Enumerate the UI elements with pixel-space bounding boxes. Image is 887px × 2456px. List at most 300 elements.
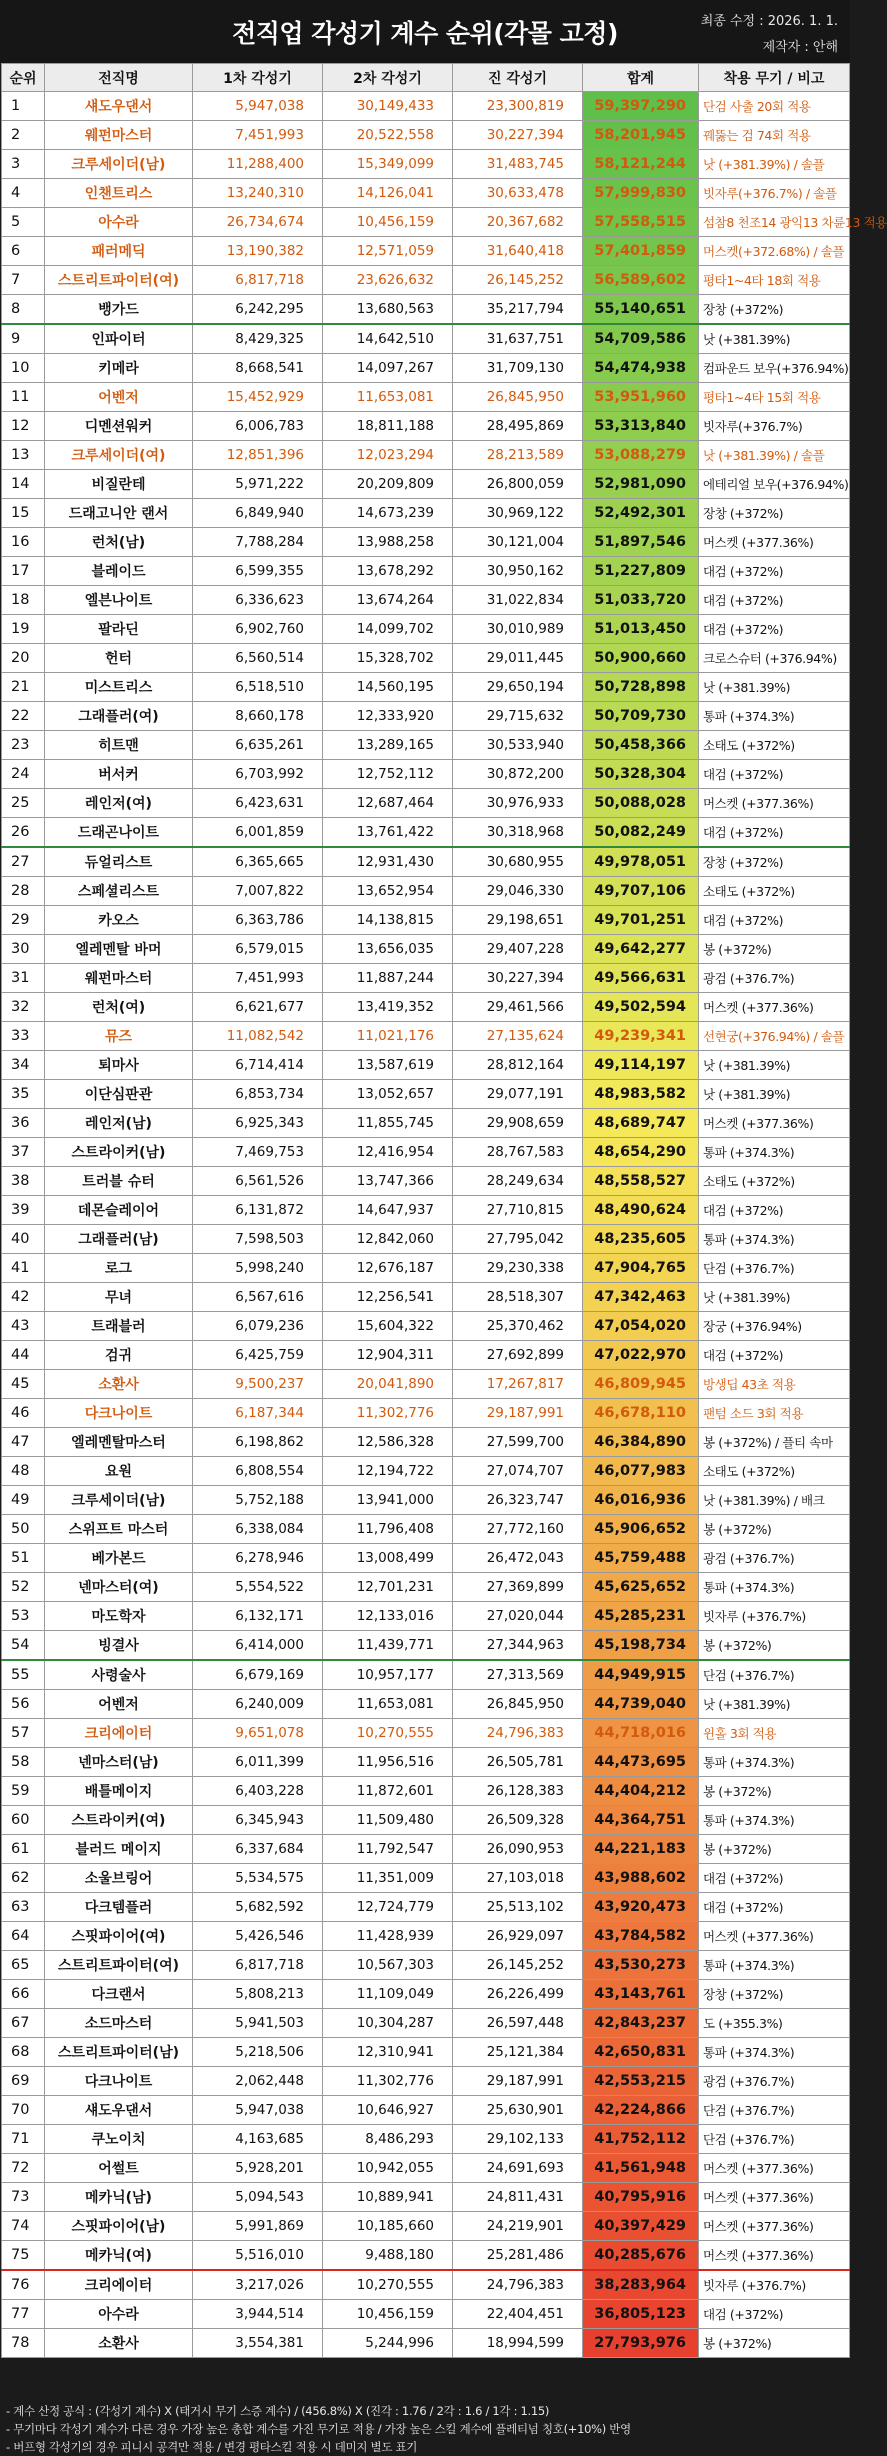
rank-cell: 8 bbox=[2, 295, 45, 325]
table-row bbox=[2, 1486, 850, 1515]
note-cell: 꿰뚫는 검 74회 적용 bbox=[699, 121, 850, 150]
awakening-1-cell: 8,429,325 bbox=[193, 324, 323, 354]
rank-cell: 58 bbox=[2, 1748, 45, 1777]
awakening-2-cell: 10,942,055 bbox=[323, 2154, 453, 2183]
awakening-1-cell: 6,131,872 bbox=[193, 1196, 323, 1225]
awakening-true-cell: 27,135,624 bbox=[453, 1022, 583, 1051]
awakening-1-cell: 6,560,514 bbox=[193, 644, 323, 673]
awakening-true-cell: 29,230,338 bbox=[453, 1254, 583, 1283]
table-row bbox=[2, 1748, 850, 1777]
awakening-2-cell: 12,586,328 bbox=[323, 1428, 453, 1457]
class-name-cell: 이단심판관 bbox=[45, 1080, 193, 1109]
class-name-cell: 카오스 bbox=[45, 906, 193, 935]
class-name-cell: 듀얼리스트 bbox=[45, 847, 193, 877]
awakening-1-cell: 5,998,240 bbox=[193, 1254, 323, 1283]
awakening-true-cell: 26,509,328 bbox=[453, 1806, 583, 1835]
note-cell: 머스켓 (+377.36%) bbox=[699, 2154, 850, 2183]
awakening-2-cell: 13,587,619 bbox=[323, 1051, 453, 1080]
class-name-cell: 블레이드 bbox=[45, 557, 193, 586]
awakening-true-cell: 26,845,950 bbox=[453, 1690, 583, 1719]
class-name-cell: 넨마스터(남) bbox=[45, 1748, 193, 1777]
class-name-cell: 데몬슬레이어 bbox=[45, 1196, 193, 1225]
awakening-2-cell: 13,678,292 bbox=[323, 557, 453, 586]
table-row bbox=[2, 208, 850, 237]
awakening-1-cell: 6,242,295 bbox=[193, 295, 323, 325]
awakening-2-cell: 11,302,776 bbox=[323, 2067, 453, 2096]
awakening-true-cell: 29,011,445 bbox=[453, 644, 583, 673]
table-row bbox=[2, 1022, 850, 1051]
awakening-1-cell: 5,554,522 bbox=[193, 1573, 323, 1602]
rank-cell: 5 bbox=[2, 208, 45, 237]
awakening-1-cell: 6,006,783 bbox=[193, 412, 323, 441]
total-cell: 48,490,624 bbox=[583, 1196, 699, 1225]
rank-cell: 72 bbox=[2, 2154, 45, 2183]
awakening-1-cell: 6,337,684 bbox=[193, 1835, 323, 1864]
table-row bbox=[2, 2067, 850, 2096]
total-cell: 49,978,051 bbox=[583, 847, 699, 877]
awakening-true-cell: 29,650,194 bbox=[453, 673, 583, 702]
total-cell: 50,709,730 bbox=[583, 702, 699, 731]
total-cell: 48,689,747 bbox=[583, 1109, 699, 1138]
class-name-cell: 빙결사 bbox=[45, 1631, 193, 1661]
awakening-1-cell: 6,817,718 bbox=[193, 1951, 323, 1980]
awakening-1-cell: 6,336,623 bbox=[193, 586, 323, 615]
table-row bbox=[2, 1254, 850, 1283]
awakening-2-cell: 11,887,244 bbox=[323, 964, 453, 993]
awakening-1-cell: 6,001,859 bbox=[193, 818, 323, 848]
ranking-table bbox=[1, 63, 887, 2358]
rank-cell: 73 bbox=[2, 2183, 45, 2212]
class-name-cell: 스위프트 마스터 bbox=[45, 1515, 193, 1544]
class-name-cell: 키메라 bbox=[45, 354, 193, 383]
class-name-cell: 트러블 슈터 bbox=[45, 1167, 193, 1196]
class-name-cell: 레인저(남) bbox=[45, 1109, 193, 1138]
rank-cell: 29 bbox=[2, 906, 45, 935]
awakening-1-cell: 6,599,355 bbox=[193, 557, 323, 586]
awakening-2-cell: 11,653,081 bbox=[323, 383, 453, 412]
awakening-true-cell: 26,145,252 bbox=[453, 266, 583, 295]
awakening-true-cell: 26,800,059 bbox=[453, 470, 583, 499]
awakening-true-cell: 29,187,991 bbox=[453, 2067, 583, 2096]
total-cell: 51,033,720 bbox=[583, 586, 699, 615]
rank-cell: 45 bbox=[2, 1370, 45, 1399]
table-row bbox=[2, 1806, 850, 1835]
awakening-1-cell: 2,062,448 bbox=[193, 2067, 323, 2096]
note-cell: 대검 (+372%) bbox=[699, 2300, 850, 2329]
awakening-1-cell: 3,554,381 bbox=[193, 2329, 323, 2358]
awakening-true-cell: 31,483,745 bbox=[453, 150, 583, 179]
column-header-awakening-1: 1차 각성기 bbox=[193, 64, 323, 92]
awakening-2-cell: 14,560,195 bbox=[323, 673, 453, 702]
column-header-rank: 순위 bbox=[2, 64, 45, 92]
rank-cell: 67 bbox=[2, 2009, 45, 2038]
rank-cell: 23 bbox=[2, 731, 45, 760]
total-cell: 46,077,983 bbox=[583, 1457, 699, 1486]
total-cell: 50,458,366 bbox=[583, 731, 699, 760]
note-cell: 머스켓 (+377.36%) bbox=[699, 2212, 850, 2241]
rank-cell: 41 bbox=[2, 1254, 45, 1283]
table-row bbox=[2, 818, 850, 848]
total-cell: 57,999,830 bbox=[583, 179, 699, 208]
table-row bbox=[2, 354, 850, 383]
rank-cell: 48 bbox=[2, 1457, 45, 1486]
awakening-2-cell: 13,674,264 bbox=[323, 586, 453, 615]
footer-note: - 무기마다 각성기 계수가 다른 경우 가장 높은 총합 계수를 가진 무기로 적용 / 가장 높은 스킬 계수에 플레티넘 칭호(+10%) 반영 bbox=[6, 2422, 631, 2436]
note-cell: 광검 (+376.7%) bbox=[699, 1544, 850, 1573]
awakening-2-cell: 12,194,722 bbox=[323, 1457, 453, 1486]
class-name-cell: 어벤저 bbox=[45, 383, 193, 412]
note-cell: 단검 사출 20회 적용 bbox=[699, 92, 850, 121]
rank-cell: 77 bbox=[2, 2300, 45, 2329]
table-row bbox=[2, 1225, 850, 1254]
awakening-1-cell: 6,278,946 bbox=[193, 1544, 323, 1573]
awakening-2-cell: 10,456,159 bbox=[323, 2300, 453, 2329]
table-row bbox=[2, 673, 850, 702]
awakening-1-cell: 9,500,237 bbox=[193, 1370, 323, 1399]
class-name-cell: 스핏파이어(남) bbox=[45, 2212, 193, 2241]
table-row bbox=[2, 1109, 850, 1138]
total-cell: 50,900,660 bbox=[583, 644, 699, 673]
note-cell: 팬텀 소드 3회 적용 bbox=[699, 1399, 850, 1428]
table-row bbox=[2, 1399, 850, 1428]
total-cell: 49,701,251 bbox=[583, 906, 699, 935]
class-name-cell: 넨마스터(여) bbox=[45, 1573, 193, 1602]
awakening-true-cell: 30,010,989 bbox=[453, 615, 583, 644]
rank-cell: 28 bbox=[2, 877, 45, 906]
awakening-1-cell: 6,187,344 bbox=[193, 1399, 323, 1428]
total-cell: 47,022,970 bbox=[583, 1341, 699, 1370]
rank-cell: 22 bbox=[2, 702, 45, 731]
awakening-true-cell: 29,077,191 bbox=[453, 1080, 583, 1109]
total-cell: 43,988,602 bbox=[583, 1864, 699, 1893]
total-cell: 50,088,028 bbox=[583, 789, 699, 818]
awakening-2-cell: 12,416,954 bbox=[323, 1138, 453, 1167]
awakening-2-cell: 30,149,433 bbox=[323, 92, 453, 121]
note-cell: 머스켓 (+377.36%) bbox=[699, 789, 850, 818]
note-cell: 단검 (+376.7%) bbox=[699, 2125, 850, 2154]
awakening-2-cell: 14,099,702 bbox=[323, 615, 453, 644]
total-cell: 51,897,546 bbox=[583, 528, 699, 557]
note-cell: 윈홀 3회 적용 bbox=[699, 1719, 850, 1748]
awakening-true-cell: 29,908,659 bbox=[453, 1109, 583, 1138]
total-cell: 43,784,582 bbox=[583, 1922, 699, 1951]
awakening-2-cell: 12,256,541 bbox=[323, 1283, 453, 1312]
class-name-cell: 레인저(여) bbox=[45, 789, 193, 818]
total-cell: 46,809,945 bbox=[583, 1370, 699, 1399]
awakening-1-cell: 11,288,400 bbox=[193, 150, 323, 179]
note-cell: 평타1~4타 18회 적용 bbox=[699, 266, 850, 295]
awakening-2-cell: 14,097,267 bbox=[323, 354, 453, 383]
table-row bbox=[2, 499, 850, 528]
awakening-1-cell: 4,163,685 bbox=[193, 2125, 323, 2154]
total-cell: 53,951,960 bbox=[583, 383, 699, 412]
rank-cell: 30 bbox=[2, 935, 45, 964]
awakening-2-cell: 12,752,112 bbox=[323, 760, 453, 789]
table-row bbox=[2, 935, 850, 964]
awakening-1-cell: 26,734,674 bbox=[193, 208, 323, 237]
awakening-2-cell: 11,653,081 bbox=[323, 1690, 453, 1719]
rank-cell: 9 bbox=[2, 324, 45, 354]
awakening-1-cell: 5,534,575 bbox=[193, 1864, 323, 1893]
total-cell: 49,707,106 bbox=[583, 877, 699, 906]
rank-cell: 39 bbox=[2, 1196, 45, 1225]
rank-cell: 57 bbox=[2, 1719, 45, 1748]
table-row bbox=[2, 644, 850, 673]
rank-cell: 17 bbox=[2, 557, 45, 586]
awakening-1-cell: 6,423,631 bbox=[193, 789, 323, 818]
note-cell: 머스켓 (+377.36%) bbox=[699, 993, 850, 1022]
awakening-1-cell: 6,808,554 bbox=[193, 1457, 323, 1486]
class-name-cell: 크루세이더(남) bbox=[45, 150, 193, 179]
class-name-cell: 인파이터 bbox=[45, 324, 193, 354]
class-name-cell: 소환사 bbox=[45, 1370, 193, 1399]
awakening-2-cell: 10,270,555 bbox=[323, 1719, 453, 1748]
awakening-true-cell: 24,796,383 bbox=[453, 1719, 583, 1748]
total-cell: 41,752,112 bbox=[583, 2125, 699, 2154]
table-row bbox=[2, 2009, 850, 2038]
table-row bbox=[2, 702, 850, 731]
awakening-2-cell: 10,889,941 bbox=[323, 2183, 453, 2212]
class-name-cell: 아수라 bbox=[45, 2300, 193, 2329]
class-name-cell: 검귀 bbox=[45, 1341, 193, 1370]
total-cell: 44,739,040 bbox=[583, 1690, 699, 1719]
class-name-cell: 메카닉(여) bbox=[45, 2241, 193, 2271]
class-name-cell: 블러드 메이지 bbox=[45, 1835, 193, 1864]
awakening-1-cell: 13,190,382 bbox=[193, 237, 323, 266]
table-row bbox=[2, 2096, 850, 2125]
awakening-true-cell: 25,630,901 bbox=[453, 2096, 583, 2125]
class-name-cell: 다크나이트 bbox=[45, 1399, 193, 1428]
footer-notes bbox=[0, 2399, 850, 2456]
total-cell: 54,474,938 bbox=[583, 354, 699, 383]
total-cell: 38,283,964 bbox=[583, 2270, 699, 2300]
footer-note: - 버프형 각성기의 경우 피니시 공격만 적용 / 변경 평타스킬 적용 시 데미지 별도 표기 bbox=[6, 2440, 418, 2454]
class-name-cell: 패러메딕 bbox=[45, 237, 193, 266]
note-cell: 낫 (+381.39%) / 솔플 bbox=[699, 150, 850, 179]
awakening-true-cell: 27,795,042 bbox=[453, 1225, 583, 1254]
class-name-cell: 드래곤나이트 bbox=[45, 818, 193, 848]
awakening-true-cell: 28,518,307 bbox=[453, 1283, 583, 1312]
rank-cell: 7 bbox=[2, 266, 45, 295]
awakening-true-cell: 29,102,133 bbox=[453, 2125, 583, 2154]
rank-cell: 68 bbox=[2, 2038, 45, 2067]
awakening-1-cell: 6,579,015 bbox=[193, 935, 323, 964]
note-cell: 통파 (+374.3%) bbox=[699, 1138, 850, 1167]
total-cell: 43,920,473 bbox=[583, 1893, 699, 1922]
awakening-true-cell: 31,709,130 bbox=[453, 354, 583, 383]
column-header-note: 착용 무기 / 비고 bbox=[699, 64, 850, 92]
rank-cell: 10 bbox=[2, 354, 45, 383]
total-cell: 42,650,831 bbox=[583, 2038, 699, 2067]
awakening-2-cell: 12,023,294 bbox=[323, 441, 453, 470]
awakening-2-cell: 13,680,563 bbox=[323, 295, 453, 325]
table-row bbox=[2, 1690, 850, 1719]
awakening-2-cell: 20,041,890 bbox=[323, 1370, 453, 1399]
class-name-cell: 어썰트 bbox=[45, 2154, 193, 2183]
total-cell: 59,397,290 bbox=[583, 92, 699, 121]
table-row bbox=[2, 1138, 850, 1167]
awakening-1-cell: 5,928,201 bbox=[193, 2154, 323, 2183]
awakening-2-cell: 12,931,430 bbox=[323, 847, 453, 877]
class-name-cell: 버서커 bbox=[45, 760, 193, 789]
class-name-cell: 스트리트파이터(남) bbox=[45, 2038, 193, 2067]
total-cell: 45,198,734 bbox=[583, 1631, 699, 1661]
note-cell: 머스켓 (+377.36%) bbox=[699, 1109, 850, 1138]
awakening-true-cell: 29,715,632 bbox=[453, 702, 583, 731]
author: 제작자 : 안해 bbox=[762, 40, 838, 55]
awakening-true-cell: 20,367,682 bbox=[453, 208, 583, 237]
awakening-1-cell: 7,788,284 bbox=[193, 528, 323, 557]
table-row bbox=[2, 1428, 850, 1457]
class-name-cell: 섀도우댄서 bbox=[45, 92, 193, 121]
awakening-true-cell: 17,267,817 bbox=[453, 1370, 583, 1399]
rank-cell: 62 bbox=[2, 1864, 45, 1893]
class-name-cell: 크루세이더(여) bbox=[45, 441, 193, 470]
class-name-cell: 드래고니안 랜서 bbox=[45, 499, 193, 528]
table-row bbox=[2, 1544, 850, 1573]
awakening-true-cell: 24,219,901 bbox=[453, 2212, 583, 2241]
awakening-1-cell: 6,403,228 bbox=[193, 1777, 323, 1806]
awakening-true-cell: 28,767,583 bbox=[453, 1138, 583, 1167]
awakening-1-cell: 6,925,343 bbox=[193, 1109, 323, 1138]
note-cell: 대검 (+372%) bbox=[699, 1864, 850, 1893]
total-cell: 51,227,809 bbox=[583, 557, 699, 586]
awakening-1-cell: 6,414,000 bbox=[193, 1631, 323, 1661]
awakening-2-cell: 5,244,996 bbox=[323, 2329, 453, 2358]
total-cell: 48,654,290 bbox=[583, 1138, 699, 1167]
note-cell: 장창 (+372%) bbox=[699, 499, 850, 528]
header bbox=[0, 0, 850, 63]
total-cell: 57,558,515 bbox=[583, 208, 699, 237]
note-cell: 빗자루(+376.7%) / 솔플 bbox=[699, 179, 850, 208]
total-cell: 46,016,936 bbox=[583, 1486, 699, 1515]
awakening-true-cell: 22,404,451 bbox=[453, 2300, 583, 2329]
awakening-2-cell: 23,626,632 bbox=[323, 266, 453, 295]
awakening-true-cell: 26,090,953 bbox=[453, 1835, 583, 1864]
class-name-cell: 그래플러(여) bbox=[45, 702, 193, 731]
awakening-2-cell: 11,351,009 bbox=[323, 1864, 453, 1893]
class-name-cell: 소울브링어 bbox=[45, 1864, 193, 1893]
awakening-true-cell: 29,461,566 bbox=[453, 993, 583, 1022]
awakening-1-cell: 6,338,084 bbox=[193, 1515, 323, 1544]
class-name-cell: 디멘션워커 bbox=[45, 412, 193, 441]
rank-cell: 47 bbox=[2, 1428, 45, 1457]
table-row bbox=[2, 2154, 850, 2183]
rank-cell: 16 bbox=[2, 528, 45, 557]
rank-cell: 1 bbox=[2, 92, 45, 121]
rank-cell: 55 bbox=[2, 1660, 45, 1690]
awakening-1-cell: 3,944,514 bbox=[193, 2300, 323, 2329]
rank-cell: 71 bbox=[2, 2125, 45, 2154]
rank-cell: 38 bbox=[2, 1167, 45, 1196]
awakening-true-cell: 27,020,044 bbox=[453, 1602, 583, 1631]
table-row bbox=[2, 1080, 850, 1109]
total-cell: 52,981,090 bbox=[583, 470, 699, 499]
page-title: 전직업 각성기 계수 순위(각몰 고정) bbox=[232, 19, 618, 48]
table-row bbox=[2, 1602, 850, 1631]
awakening-true-cell: 25,370,462 bbox=[453, 1312, 583, 1341]
class-name-cell: 사령술사 bbox=[45, 1660, 193, 1690]
awakening-true-cell: 30,633,478 bbox=[453, 179, 583, 208]
note-cell: 낫 (+381.39%) / 배크 bbox=[699, 1486, 850, 1515]
class-name-cell: 스트리트파이터(여) bbox=[45, 1951, 193, 1980]
awakening-true-cell: 27,074,707 bbox=[453, 1457, 583, 1486]
awakening-true-cell: 30,969,122 bbox=[453, 499, 583, 528]
awakening-1-cell: 6,240,009 bbox=[193, 1690, 323, 1719]
table-header bbox=[2, 64, 850, 92]
total-cell: 45,759,488 bbox=[583, 1544, 699, 1573]
rank-cell: 64 bbox=[2, 1922, 45, 1951]
table-row bbox=[2, 295, 850, 325]
awakening-true-cell: 31,640,418 bbox=[453, 237, 583, 266]
awakening-1-cell: 6,518,510 bbox=[193, 673, 323, 702]
awakening-1-cell: 7,469,753 bbox=[193, 1138, 323, 1167]
awakening-2-cell: 12,676,187 bbox=[323, 1254, 453, 1283]
awakening-2-cell: 12,133,016 bbox=[323, 1602, 453, 1631]
class-name-cell: 런처(남) bbox=[45, 528, 193, 557]
note-cell: 대검 (+372%) bbox=[699, 1341, 850, 1370]
awakening-true-cell: 30,318,968 bbox=[453, 818, 583, 848]
note-cell: 대검 (+372%) bbox=[699, 1196, 850, 1225]
awakening-2-cell: 10,185,660 bbox=[323, 2212, 453, 2241]
total-cell: 50,328,304 bbox=[583, 760, 699, 789]
awakening-true-cell: 29,198,651 bbox=[453, 906, 583, 935]
class-name-cell: 비질란테 bbox=[45, 470, 193, 499]
table-row bbox=[2, 1196, 850, 1225]
table-row bbox=[2, 1167, 850, 1196]
total-cell: 45,285,231 bbox=[583, 1602, 699, 1631]
note-cell: 광검 (+376.7%) bbox=[699, 2067, 850, 2096]
table-row bbox=[2, 760, 850, 789]
awakening-2-cell: 18,811,188 bbox=[323, 412, 453, 441]
table-row bbox=[2, 789, 850, 818]
rank-cell: 11 bbox=[2, 383, 45, 412]
awakening-2-cell: 12,571,059 bbox=[323, 237, 453, 266]
table-row bbox=[2, 528, 850, 557]
awakening-1-cell: 6,679,169 bbox=[193, 1660, 323, 1690]
table-row bbox=[2, 412, 850, 441]
table-row bbox=[2, 731, 850, 760]
awakening-2-cell: 14,647,937 bbox=[323, 1196, 453, 1225]
total-cell: 49,502,594 bbox=[583, 993, 699, 1022]
awakening-2-cell: 13,941,000 bbox=[323, 1486, 453, 1515]
rank-cell: 66 bbox=[2, 1980, 45, 2009]
awakening-1-cell: 5,218,506 bbox=[193, 2038, 323, 2067]
total-cell: 47,054,020 bbox=[583, 1312, 699, 1341]
awakening-2-cell: 10,646,927 bbox=[323, 2096, 453, 2125]
awakening-1-cell: 6,011,399 bbox=[193, 1748, 323, 1777]
table-row bbox=[2, 847, 850, 877]
note-cell: 봉 (+372%) bbox=[699, 1777, 850, 1806]
rank-cell: 78 bbox=[2, 2329, 45, 2358]
awakening-2-cell: 14,642,510 bbox=[323, 324, 453, 354]
class-name-cell: 소드마스터 bbox=[45, 2009, 193, 2038]
awakening-1-cell: 15,452,929 bbox=[193, 383, 323, 412]
awakening-2-cell: 10,567,303 bbox=[323, 1951, 453, 1980]
table-row bbox=[2, 1457, 850, 1486]
awakening-2-cell: 14,138,815 bbox=[323, 906, 453, 935]
note-cell: 봉 (+372%) / 플티 속마 bbox=[699, 1428, 850, 1457]
rank-cell: 12 bbox=[2, 412, 45, 441]
total-cell: 48,235,605 bbox=[583, 1225, 699, 1254]
note-cell: 머스켓(+372.68%) / 솔플 bbox=[699, 237, 850, 266]
column-header-total: 합계 bbox=[583, 64, 699, 92]
rank-cell: 76 bbox=[2, 2270, 45, 2300]
awakening-2-cell: 12,842,060 bbox=[323, 1225, 453, 1254]
table-row bbox=[2, 1777, 850, 1806]
total-cell: 46,384,890 bbox=[583, 1428, 699, 1457]
table-row bbox=[2, 2183, 850, 2212]
